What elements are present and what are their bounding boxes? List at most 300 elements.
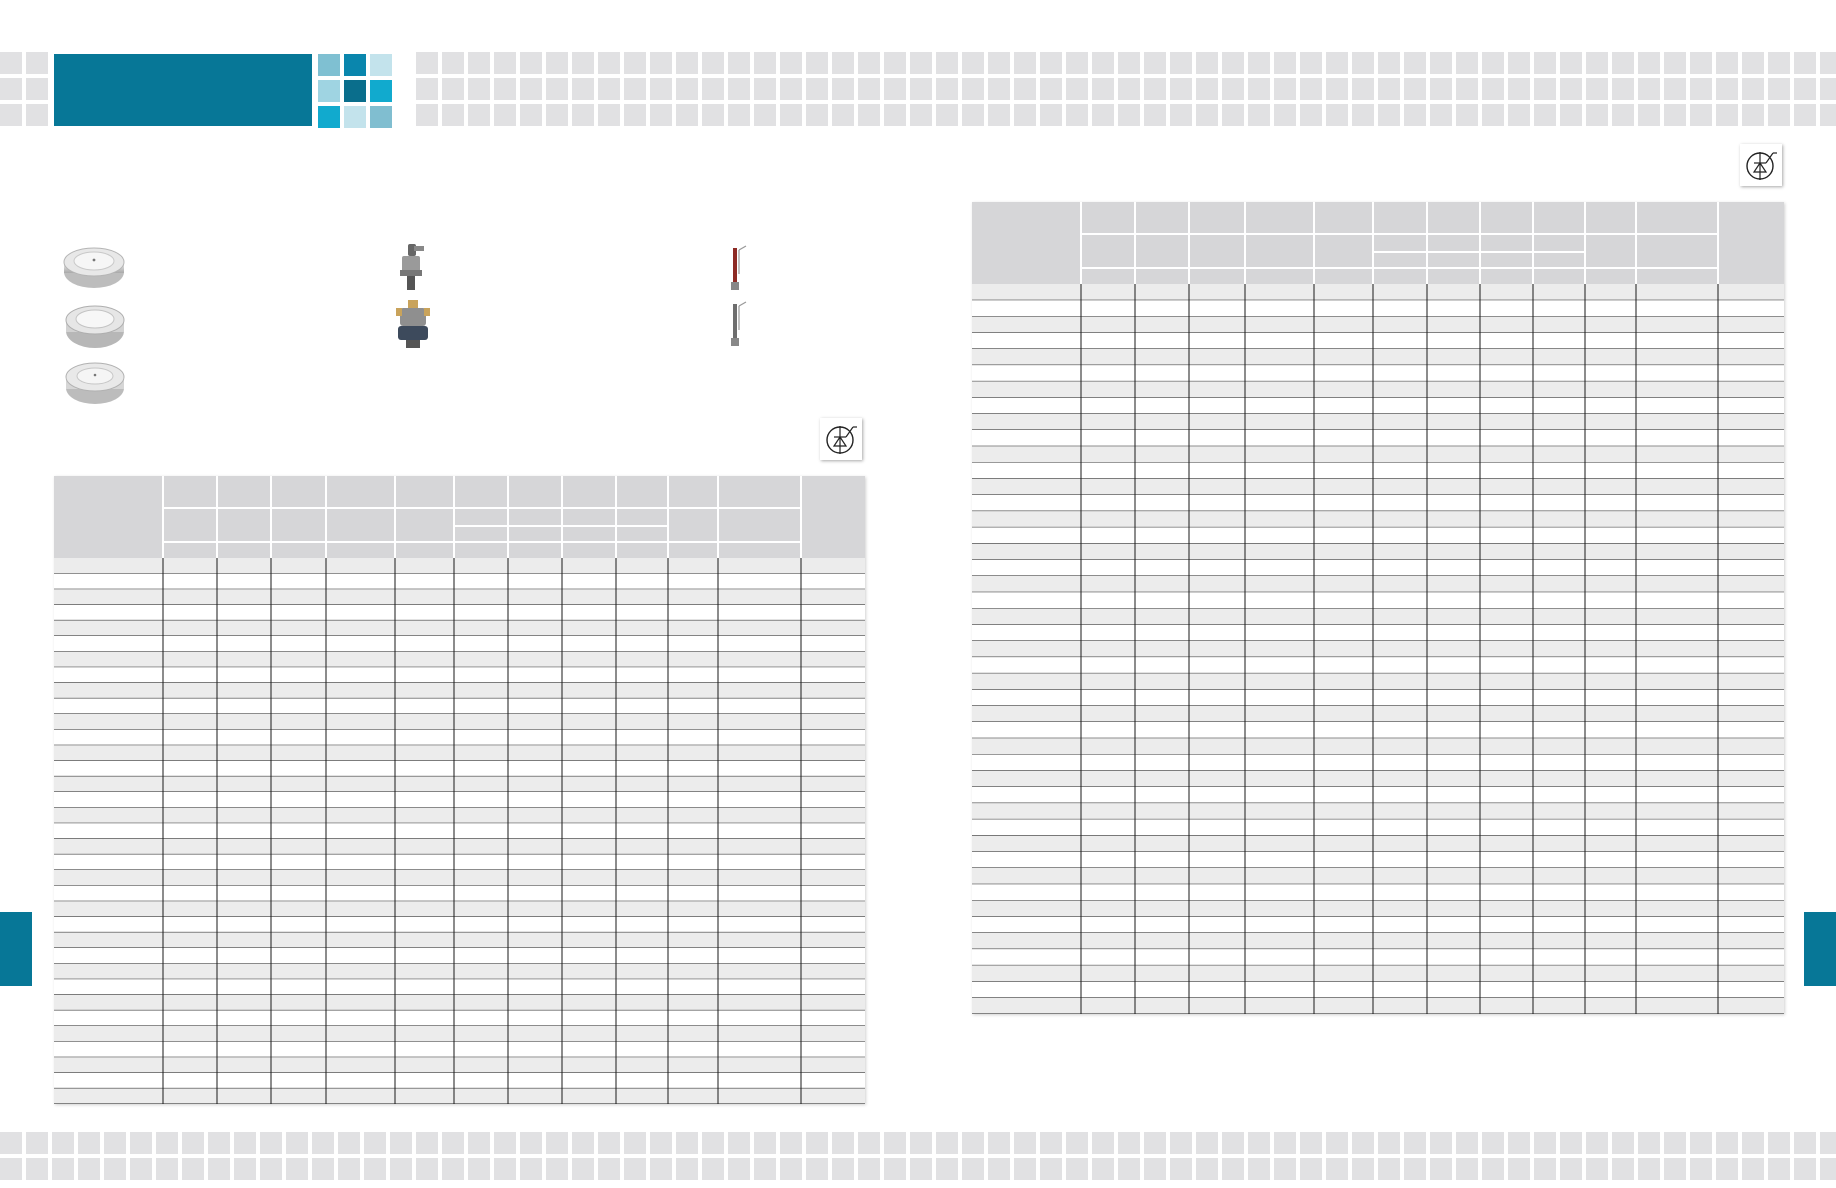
table-row: [972, 608, 1784, 624]
background-tile: [754, 78, 776, 100]
background-tile: [1664, 1132, 1686, 1154]
background-tile: [702, 1132, 724, 1154]
table-row: [54, 792, 865, 808]
background-tile: [494, 1158, 516, 1180]
background-tile: [1534, 52, 1556, 74]
background-tile: [728, 78, 750, 100]
background-tile: [520, 1158, 542, 1180]
background-tile: [442, 1132, 464, 1154]
background-tile: [1456, 78, 1478, 100]
background-tile: [1482, 1132, 1504, 1154]
background-tile: [1482, 1158, 1504, 1180]
background-tile: [338, 1158, 360, 1180]
background-tile: [1300, 78, 1322, 100]
background-tile: [1326, 104, 1348, 126]
background-tile: [1274, 78, 1296, 100]
table-row: [972, 381, 1784, 397]
background-tile: [1378, 52, 1400, 74]
background-tile: [910, 52, 932, 74]
background-tile: [676, 1158, 698, 1180]
background-tile: [1066, 52, 1088, 74]
table-row: [54, 886, 865, 902]
table-row: [972, 933, 1784, 949]
background-tile: [1352, 1158, 1374, 1180]
background-tile: [650, 1132, 672, 1154]
table-row: [972, 949, 1784, 965]
background-tile: [312, 1158, 334, 1180]
background-tile: [702, 52, 724, 74]
background-tile: [1716, 1132, 1738, 1154]
disc-press-pack-icon: [62, 242, 126, 292]
background-tile: [598, 1132, 620, 1154]
background-tile: [0, 1132, 22, 1154]
background-tile: [1534, 1132, 1556, 1154]
background-tile: [1404, 1158, 1426, 1180]
background-tile: [1092, 78, 1114, 100]
table-row: [972, 398, 1784, 414]
background-tile: [702, 104, 724, 126]
background-tile: [1144, 104, 1166, 126]
background-tile: [1300, 104, 1322, 126]
background-tile: [416, 104, 438, 126]
background-tile: [936, 52, 958, 74]
background-tile: [858, 1158, 880, 1180]
background-tile: [780, 52, 802, 74]
background-tile: [1716, 78, 1738, 100]
background-tile: [676, 52, 698, 74]
background-tile: [546, 1132, 568, 1154]
background-tile: [78, 1132, 100, 1154]
background-tile: [1430, 78, 1452, 100]
background-tile: [1638, 52, 1660, 74]
background-tile: [806, 52, 828, 74]
background-tile: [1404, 52, 1426, 74]
background-tile: [130, 1158, 152, 1180]
background-tile: [416, 52, 438, 74]
background-tile: [1716, 52, 1738, 74]
background-tile: [1742, 52, 1764, 74]
table-row: [54, 1073, 865, 1089]
background-tile: [1196, 104, 1218, 126]
background-tile: [1066, 1158, 1088, 1180]
table-row: [54, 745, 865, 761]
background-tile: [702, 78, 724, 100]
background-tile: [1690, 104, 1712, 126]
background-tile: [832, 1132, 854, 1154]
background-tile: [1118, 1158, 1140, 1180]
background-tile: [988, 104, 1010, 126]
background-tile: [780, 78, 802, 100]
background-tile: [1300, 1158, 1322, 1180]
background-tile: [1040, 52, 1062, 74]
background-tile: [1300, 1132, 1322, 1154]
background-tile: [1534, 1158, 1556, 1180]
background-tile: [936, 1158, 958, 1180]
background-tile: [0, 78, 22, 100]
background-tile: [1794, 104, 1816, 126]
background-tile: [208, 1158, 230, 1180]
background-tile: [1456, 52, 1478, 74]
accent-square: [344, 80, 366, 102]
background-tile: [1638, 78, 1660, 100]
background-tile: [1222, 52, 1244, 74]
table-row: [972, 576, 1784, 592]
background-tile: [1612, 1158, 1634, 1180]
background-tile: [832, 104, 854, 126]
stud-thyristor-with-flag-icon: [392, 298, 434, 350]
background-tile: [754, 1158, 776, 1180]
table-row: [972, 462, 1784, 478]
background-tile: [1326, 78, 1348, 100]
background-tile: [1118, 1132, 1140, 1154]
background-tile: [468, 1158, 490, 1180]
background-tile: [208, 1132, 230, 1154]
background-tile: [572, 78, 594, 100]
accent-square: [318, 106, 340, 128]
background-tile: [1664, 52, 1686, 74]
background-tile: [728, 104, 750, 126]
background-tile: [26, 52, 48, 74]
table-row: [54, 605, 865, 621]
background-tile: [1586, 78, 1608, 100]
background-tile: [1482, 104, 1504, 126]
background-tile: [1274, 52, 1296, 74]
table-row: [54, 839, 865, 855]
background-tile: [780, 104, 802, 126]
table-row: [972, 316, 1784, 332]
background-tile: [728, 52, 750, 74]
table-row: [972, 430, 1784, 446]
background-tile: [1014, 78, 1036, 100]
background-tile: [468, 78, 490, 100]
background-tile: [1222, 1158, 1244, 1180]
background-tile: [182, 1132, 204, 1154]
background-tile: [442, 78, 464, 100]
background-tile: [1378, 1132, 1400, 1154]
background-tile: [650, 104, 672, 126]
left-side-tab[interactable]: [0, 912, 32, 986]
table-row: [972, 365, 1784, 381]
background-tile: [1456, 104, 1478, 126]
right-spec-table: [972, 202, 1784, 1014]
background-tile: [806, 1158, 828, 1180]
table-row: [972, 917, 1784, 933]
background-tile: [1040, 104, 1062, 126]
background-tile: [1430, 52, 1452, 74]
background-tile: [624, 78, 646, 100]
table-row: [972, 333, 1784, 349]
background-tile: [390, 1132, 412, 1154]
background-tile: [52, 1132, 74, 1154]
right-spec-table-grid: [972, 202, 1784, 1014]
background-tile: [1456, 1132, 1478, 1154]
background-tile: [1378, 104, 1400, 126]
background-tile: [1612, 104, 1634, 126]
background-tile: [1326, 1132, 1348, 1154]
accent-square: [318, 54, 340, 76]
table-row: [972, 965, 1784, 981]
table-row: [54, 1057, 865, 1073]
background-tile: [104, 1132, 126, 1154]
background-tile: [26, 78, 48, 100]
table-row: [54, 730, 865, 746]
background-tile: [1508, 78, 1530, 100]
background-tile: [1794, 1132, 1816, 1154]
table-row: [54, 948, 865, 964]
background-tile: [572, 52, 594, 74]
background-tile: [624, 52, 646, 74]
table-row: [54, 1010, 865, 1026]
table-row: [972, 884, 1784, 900]
left-spec-table-grid: [54, 476, 865, 1104]
background-tile: [806, 104, 828, 126]
background-tile: [988, 52, 1010, 74]
background-tile: [1482, 78, 1504, 100]
table-row: [972, 657, 1784, 673]
background-tile: [1092, 104, 1114, 126]
background-tile: [1820, 78, 1836, 100]
background-tile: [1430, 104, 1452, 126]
background-tile: [1560, 1132, 1582, 1154]
table-row: [972, 787, 1784, 803]
background-tile: [1092, 1158, 1114, 1180]
background-tile: [1222, 1132, 1244, 1154]
background-tile: [1742, 1132, 1764, 1154]
table-row: [54, 917, 865, 933]
background-tile: [1664, 104, 1686, 126]
accent-square: [370, 54, 392, 76]
background-tile: [1222, 78, 1244, 100]
background-tile: [1638, 1132, 1660, 1154]
background-tile: [1768, 1132, 1790, 1154]
background-tile: [598, 52, 620, 74]
table-row: [972, 868, 1784, 884]
background-tile: [104, 1158, 126, 1180]
background-tile: [442, 52, 464, 74]
table-row: [972, 836, 1784, 852]
stud-thyristor-icon: [396, 242, 426, 292]
background-tile: [598, 104, 620, 126]
background-tile: [884, 1132, 906, 1154]
table-row: [54, 1042, 865, 1058]
background-tile: [1404, 104, 1426, 126]
bottom-tile-band: [0, 1132, 1836, 1188]
background-tile: [1170, 78, 1192, 100]
background-tile: [26, 1158, 48, 1180]
table-row: [54, 667, 865, 683]
thyristor-symbol-icon: [1740, 144, 1782, 186]
background-tile: [1326, 1158, 1348, 1180]
background-tile: [780, 1132, 802, 1154]
background-tile: [1404, 1132, 1426, 1154]
background-tile: [962, 1158, 984, 1180]
background-tile: [754, 1132, 776, 1154]
background-tile: [598, 78, 620, 100]
table-row: [54, 1026, 865, 1042]
background-tile: [1118, 78, 1140, 100]
background-tile: [1170, 1158, 1192, 1180]
background-tile: [936, 78, 958, 100]
background-tile: [780, 1158, 802, 1180]
stud-thyristor-red-lead-icon: [726, 244, 750, 292]
background-tile: [390, 1158, 412, 1180]
background-tile: [1352, 104, 1374, 126]
background-tile: [1222, 104, 1244, 126]
background-tile: [0, 52, 22, 74]
background-tile: [624, 1132, 646, 1154]
background-tile: [1820, 1132, 1836, 1154]
background-tile: [520, 52, 542, 74]
background-tile: [832, 52, 854, 74]
background-tile: [546, 78, 568, 100]
background-tile: [1508, 52, 1530, 74]
background-tile: [624, 1158, 646, 1180]
background-tile: [1118, 104, 1140, 126]
background-tile: [1820, 1158, 1836, 1180]
accent-square: [344, 106, 366, 128]
table-header: [54, 476, 865, 558]
background-tile: [572, 1158, 594, 1180]
background-tile: [494, 78, 516, 100]
table-row: [972, 300, 1784, 316]
background-tile: [260, 1132, 282, 1154]
table-row: [54, 932, 865, 948]
accent-square: [370, 106, 392, 128]
background-tile: [416, 1132, 438, 1154]
background-tile: [1378, 1158, 1400, 1180]
background-tile: [1196, 1158, 1218, 1180]
table-row: [54, 558, 865, 574]
table-row: [972, 414, 1784, 430]
background-tile: [1092, 1132, 1114, 1154]
background-tile: [130, 1132, 152, 1154]
table-row: [54, 979, 865, 995]
background-tile: [260, 1158, 282, 1180]
background-tile: [1794, 78, 1816, 100]
background-tile: [858, 78, 880, 100]
table-row: [972, 690, 1784, 706]
background-tile: [1638, 1158, 1660, 1180]
background-tile: [364, 1158, 386, 1180]
background-tile: [1560, 104, 1582, 126]
background-tile: [442, 1158, 464, 1180]
background-tile: [1066, 78, 1088, 100]
background-tile: [1586, 52, 1608, 74]
background-tile: [1508, 1132, 1530, 1154]
table-row: [972, 446, 1784, 462]
background-tile: [1560, 78, 1582, 100]
background-tile: [1586, 1158, 1608, 1180]
table-row: [972, 673, 1784, 689]
background-tile: [962, 78, 984, 100]
background-tile: [1352, 52, 1374, 74]
table-row: [972, 771, 1784, 787]
background-tile: [1820, 104, 1836, 126]
table-row: [972, 349, 1784, 365]
table-row: [54, 574, 865, 590]
accent-square: [370, 80, 392, 102]
background-tile: [728, 1158, 750, 1180]
background-tile: [1690, 1132, 1712, 1154]
background-tile: [884, 1158, 906, 1180]
table-row: [54, 823, 865, 839]
accent-square: [318, 80, 340, 102]
background-tile: [884, 52, 906, 74]
table-row: [54, 808, 865, 824]
table-row: [54, 995, 865, 1011]
background-tile: [182, 1158, 204, 1180]
background-tile: [312, 1132, 334, 1154]
table-row: [972, 803, 1784, 819]
background-tile: [910, 104, 932, 126]
background-tile: [1144, 1132, 1166, 1154]
background-tile: [598, 1158, 620, 1180]
table-row: [972, 819, 1784, 835]
table-row: [54, 683, 865, 699]
table-row: [54, 620, 865, 636]
background-tile: [1534, 104, 1556, 126]
background-tile: [156, 1132, 178, 1154]
background-tile: [1144, 78, 1166, 100]
background-tile: [858, 52, 880, 74]
table-row: [972, 738, 1784, 754]
background-tile: [1144, 52, 1166, 74]
background-tile: [1690, 78, 1712, 100]
background-tile: [1742, 1158, 1764, 1180]
background-tile: [910, 1158, 932, 1180]
background-tile: [1508, 1158, 1530, 1180]
table-row: [972, 722, 1784, 738]
background-tile: [1196, 78, 1218, 100]
background-tile: [1586, 104, 1608, 126]
background-tile: [468, 1132, 490, 1154]
background-tile: [1690, 52, 1712, 74]
table-row: [54, 714, 865, 730]
background-tile: [1794, 52, 1816, 74]
background-tile: [52, 1158, 74, 1180]
background-tile: [1612, 1132, 1634, 1154]
background-tile: [1378, 78, 1400, 100]
background-tile: [1274, 1158, 1296, 1180]
table-row: [54, 901, 865, 917]
table-row: [972, 495, 1784, 511]
table-row: [972, 706, 1784, 722]
background-tile: [988, 1158, 1010, 1180]
background-tile: [546, 104, 568, 126]
background-tile: [650, 52, 672, 74]
right-side-tab[interactable]: [1804, 912, 1836, 986]
background-tile: [1820, 52, 1836, 74]
background-tile: [650, 1158, 672, 1180]
background-tile: [754, 104, 776, 126]
background-tile: [1352, 78, 1374, 100]
background-tile: [572, 1132, 594, 1154]
background-tile: [416, 78, 438, 100]
background-tile: [494, 104, 516, 126]
background-tile: [884, 104, 906, 126]
background-tile: [832, 1158, 854, 1180]
background-tile: [1768, 78, 1790, 100]
background-tile: [520, 78, 542, 100]
background-tile: [936, 104, 958, 126]
background-tile: [0, 1158, 22, 1180]
background-tile: [364, 1132, 386, 1154]
background-tile: [650, 78, 672, 100]
background-tile: [1248, 52, 1270, 74]
background-tile: [676, 104, 698, 126]
background-tile: [1404, 78, 1426, 100]
accent-square: [344, 54, 366, 76]
